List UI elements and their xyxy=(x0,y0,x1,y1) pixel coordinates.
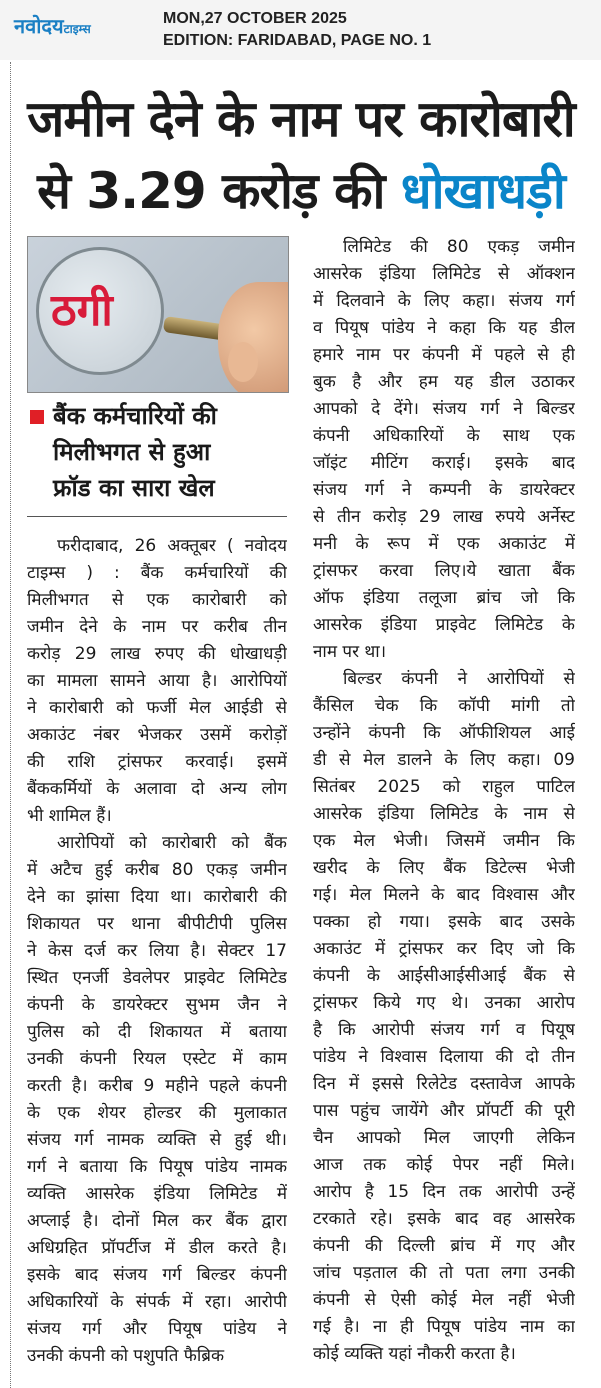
article-text-line: ने केस दर्ज कर लिया है। सेक्टर 17 xyxy=(27,941,287,961)
red-square-bullet-icon xyxy=(30,410,44,424)
article-text-line: गई। मेल मिलने के बाद विश्वास और xyxy=(313,885,575,905)
article-text-line: बुक है और हम यह डील उठाकर xyxy=(313,372,575,392)
newspaper-logo xyxy=(14,12,91,39)
article-text-line: मनी के रूप में एक अकाउंट में xyxy=(313,534,575,554)
article-text-line: की राशि ट्रांसफर करवाई। इसमें xyxy=(27,752,287,772)
dateline xyxy=(163,8,431,52)
article-text-line: अकाउंट में ट्रांसफर कर दिए जो कि xyxy=(313,939,575,959)
article-text-line: आरोपियों को कारोबारी को बैंक xyxy=(57,833,287,853)
article-text-line: पांडेय ने विश्वास दिलाया की दो तीन xyxy=(313,1047,575,1067)
hand-image xyxy=(218,282,289,393)
article-text-line: करती है। करीब 9 महीने पहले कंपनी xyxy=(27,1076,287,1096)
thumb-image xyxy=(228,342,258,382)
article-text-line: दिन में इससे रिलेटेड दस्तावेज आपके xyxy=(313,1074,575,1094)
article-text-line: हमारे नाम पर कंपनी में पहले से ही xyxy=(313,345,575,365)
article-text-line: अधिग्रहित प्रॉपर्टीज में डील करते है। xyxy=(27,1238,287,1258)
article-text-line: आज तक कोई पेपर नहीं मिले। xyxy=(313,1155,575,1175)
subhead-line: बैंक कर्मचारियों की xyxy=(53,402,217,430)
publication-date: MON,27 OCTOBER 2025 xyxy=(163,10,347,27)
article-text-line: जांच पड़ताल की तो पता लगा उनकी xyxy=(313,1263,575,1283)
article-text-line: संजय गर्ग ने कम्पनी के डायरेक्टर xyxy=(313,480,575,500)
article-text-line: जॉइंट मीटिंग कराई। इसके बाद xyxy=(313,453,575,473)
article-text-line: पुलिस को दी शिकायत में बताया xyxy=(27,1022,287,1042)
article-text-line: अकाउंट नंबर भेजकर उसमें करोड़ों xyxy=(27,725,287,745)
article-text-line: ट्रांसफर किये गए थे। उनका आरोप xyxy=(313,993,575,1013)
article-text-line: ट्रांसफर करवा लिए।ये खाता बैंक xyxy=(313,561,575,581)
article-text-line: करोड़ 29 लाख रुपए की धोखाधड़ी xyxy=(27,644,287,664)
article-text-line: संजय गर्ग और पियूष पांडेय ने xyxy=(27,1319,287,1339)
article-text-line: शिकायत पर थाना बीपीटीपी पुलिस xyxy=(27,914,287,934)
headline-line-2 xyxy=(20,156,582,226)
article-text-line: पक्का हो गया। इसके बाद उसके xyxy=(313,912,575,932)
article-text-line: जमीन देने के नाम पर करीब तीन xyxy=(27,617,287,637)
article-text-line: बैंककर्मियों के अलावा दो अन्य लोग xyxy=(27,779,287,799)
article-text-line: एक मेल भेजी। जिसमें जमीन कि xyxy=(313,831,575,851)
edition-info: EDITION: FARIDABAD, PAGE NO. 1 xyxy=(163,32,432,49)
article-text-line: मिलीभगत से एक कारोबारी को xyxy=(27,590,287,610)
article-text-line: इसके बाद संजय गर्ग बिल्डर कंपनी xyxy=(27,1265,287,1285)
article-text-line: खरीद के लिए बैंक डिटेल्स भेजी xyxy=(313,858,575,878)
article-text-line: व्यक्ति आसरेक इंडिया लिमिटेड में xyxy=(27,1184,287,1204)
article-text-line: अधिकारियों के संपर्क में रहा। आरोपी xyxy=(27,1292,287,1312)
headline-text: से 3.29 करोड़ की xyxy=(37,162,385,220)
article-text-line: अप्लाई है। दोनों मिल कर बैंक द्वारा xyxy=(27,1211,287,1231)
subhead-line: मिलीभगत से हुआ xyxy=(53,438,211,466)
article-text-line: में दिलवाने के लिए कहा। संजय गर्ग xyxy=(313,291,575,311)
article-text-line: चैन आपको मिल जाएगी लेकिन xyxy=(313,1128,575,1148)
article-text-line: देने का झांसा दिया था। कारोबारी की xyxy=(27,887,287,907)
article-text-line: उनकी कंपनी रियल एस्टेट में काम xyxy=(27,1049,287,1069)
article-text-line: कंपनी से ऐसी कोई मेल नहीं भेजी xyxy=(313,1290,575,1310)
magnifier-lens-icon xyxy=(36,247,164,375)
logo-sub: टाइम्स xyxy=(63,22,91,36)
fraud-magnifier-photo xyxy=(27,236,289,393)
logo-main: नवोदय xyxy=(14,14,64,38)
article-text-line: संजय गर्ग नामक व्यक्ति से हुई थी। xyxy=(27,1130,287,1150)
article-text-line: है कि आरोपी संजय गर्ग व पियूष xyxy=(313,1020,575,1040)
edition-header-bar xyxy=(0,0,601,60)
subhead-line: फ्रॉड का सारा खेल xyxy=(53,474,215,502)
article-text-line: कंपनी की दिल्ली ब्रांच में गए और xyxy=(313,1236,575,1256)
article-text-line: फरीदाबाद, 26 अक्तूबर ( नवोदय xyxy=(57,536,287,556)
article-text-line: कंपनी के आईसीआईसीआई बैंक से xyxy=(313,966,575,986)
article-text-line: ने कारोबारी को फर्जी मेल आईडी से xyxy=(27,698,287,718)
article-text-line: कोई व्यक्ति यहां नौकरी करता है। xyxy=(313,1344,516,1364)
article-text-line: कंपनी अधिकारियों के साथ एक xyxy=(313,426,575,446)
column-divider xyxy=(10,62,11,1388)
article-text-line: का मामला सामने आया है। आरोपियों xyxy=(27,671,287,691)
article-text-line: गर्ग ने बताया कि पियूष पांडेय नामक xyxy=(27,1157,287,1177)
headline-line-1: जमीन देने के नाम पर कारोबारी xyxy=(27,90,575,148)
article-text-line: टाइम्स ) : बैंक कर्मचारियों की xyxy=(27,563,287,583)
article-text-line: उन्होंने कंपनी कि ऑफीशियल आई xyxy=(313,723,575,743)
article-text-line: व पियूष पांडेय ने कहा कि यह डील xyxy=(313,318,575,338)
article-text-line: के एक शेयर होल्डर की मुलाकात xyxy=(27,1103,287,1123)
article-text-line: ऑफ इंडिया तलूजा ब्रांच जो कि xyxy=(313,588,575,608)
article-text-line: में अटैच हुई करीब 80 एकड़ जमीन xyxy=(27,860,287,880)
article-column-left xyxy=(27,533,287,1370)
article-text-line: उनकी कंपनी को पशुपति फैब्रिक xyxy=(27,1346,225,1366)
article-text-line: स्थित एनर्जी डेवलेपर प्राइवेट लिमिटेड xyxy=(27,968,287,988)
article-text-line: डी से मेल डालने के लिए कहा। 09 xyxy=(313,750,575,770)
article-text-line: नाम पर था। xyxy=(313,642,387,662)
article-text-line: आरोप है 15 दिन तक आरोपी उन्हें xyxy=(313,1182,575,1202)
article-text-line: गई है। ना ही पियूष पांडेय नाम का xyxy=(313,1317,575,1337)
article-text-line: से तीन करोड़ 29 लाख रुपये अर्नेस्ट xyxy=(313,507,575,527)
headline-highlight: धोखाधड़ी xyxy=(400,162,565,220)
article-text-line: पास पहुंच जायेंगे और प्रॉपर्टी की पूरी xyxy=(313,1101,575,1121)
article-text-line: आपको दे देंगे। संजय गर्ग ने बिल्डर xyxy=(313,399,575,419)
article-text-line: टरकाते रहे। इसके बाद वह आसरेक xyxy=(313,1209,575,1229)
article-column-right xyxy=(313,234,575,1368)
subhead-rule xyxy=(27,516,287,517)
article-text-line: कैंसिल चेक कि कॉपी मांगी तो xyxy=(313,696,575,716)
photo-caption-text: ठगी xyxy=(51,285,113,336)
article-text-line: सितंबर 2025 को राहुल पाटिल xyxy=(313,777,575,797)
article-text-line: भी शामिल हैं। xyxy=(27,806,112,826)
article-text-line: आसरेक इंडिया लिमिटेड के नाम से xyxy=(313,804,575,824)
article-text-line: आसरेक इंडिया प्राइवेट लिमिटेड के xyxy=(313,615,575,635)
subheadline xyxy=(27,398,287,506)
article-text-line: लिमिटेड की 80 एकड़ जमीन xyxy=(343,237,575,257)
article-text-line: कंपनी के डायरेक्टर सुभम जैन ने xyxy=(27,995,287,1015)
article-text-line: बिल्डर कंपनी ने आरोपियों से xyxy=(343,669,575,689)
article-text-line: आसरेक इंडिया लिमिटेड से ऑक्शन xyxy=(313,264,575,284)
